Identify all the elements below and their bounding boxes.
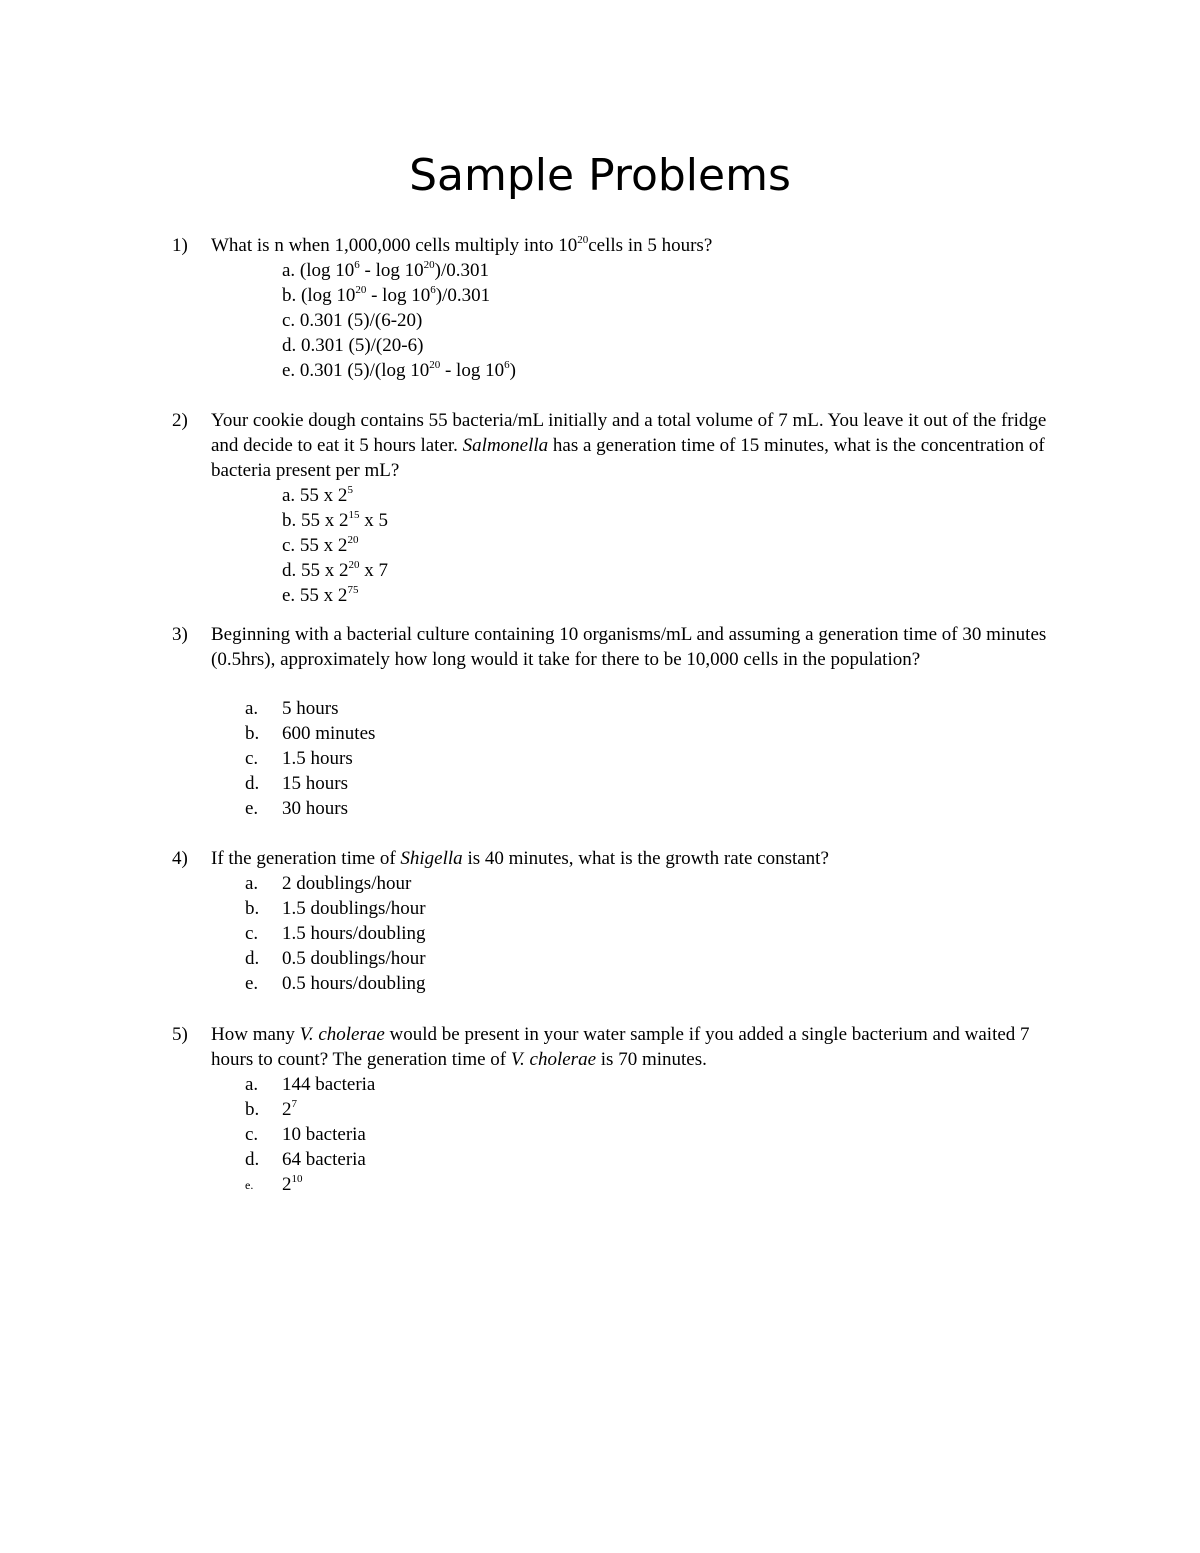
- option-e: e. 0.301 (5)/(log $10^{20}$ - $\log 10^6$): [282, 359, 516, 381]
- question-text: Your cookie dough contains 55 bacteria/mL initially and a total volume of 7 mL. You leave it out of the fridge and decide to eat it 5 hours later. Salmonella has a generation time of 15 minutes, what is the concentration of bacteria present per mL?: [211, 410, 1047, 481]
- organism-name: Salmonella: [462, 434, 549, 456]
- option-e: e. 55 x $2^{75}$: [282, 584, 359, 606]
- question-text: If the generation time of Shigella is 40 minutes, what is the growth rate constant?: [211, 848, 829, 869]
- option-b: b. 55 x $2^{15}$ x 5: [282, 509, 388, 531]
- organism-name: Shigella: [400, 848, 463, 869]
- option-d: d. 55 x $2^{20}$ x 7: [282, 559, 388, 581]
- question-text: How many V. cholerae would be present in your water sample if you added a single bacterium and waited 7 hours to count? The generation time of V. cholerae is 70 minutes.: [211, 1024, 1030, 1070]
- document-page: Sample Problems 1) What is n when 1,000,000 cells multiply into $10^{20}cells$ in 5 hours? a. (log $10^6$ - $\log 10^{20})/0.301$ b. (log $10^{20}$ - $\log 10^6)/0.301$ c. 0.301 (5)/(6-20) d. 0.301 (5)/(20-6) e. 0.301 (5)/(log $10^{20}$ - $\log 10^6$) 2) Your cookie dough contains 55 bacteria/mL initially and a total volume of 7 mL. You leave it out of the fridge and decide to eat it 5 hours later. Salmonella has a generation time of 15 minutes, what is the concentration of bacteria present per mL? a. 55 x $2^5$ b. 55 x $2^{15}$ x 5 c. 55 x $2^{20}$ d. 55 x $2^{20}$ x 7 e. 55 x $2^{75}$ 3) Beginning with a bacterial culture containing 10 organisms/mL and assuming a generation time of 30 minutes (0.5hrs), approximately how long would it take for there to be 10,000 cells in the population? a. 5 hours b. 600 minutes c. 1.5 hours d. 15 hours e. 30 hours 4) If the generation time of Shigella is 40 minutes, what is the growth rate constant? a. 2 doublings/hour b. 1.5 doublings/hour c. 1.5 hours/doubling d. 0.5 doublings/hour e. 0.5 hours/doubling 5) How many V. cholerae would be present in your water sample if you added a single bacterium and waited 7 hours to count? The generation time of V. cholerae is 70 minutes. a. 144 bacteria b. $2^7$ c. 10 bacteria d. 64 bacteria e. $2^{10}$: [0, 0, 1200, 1553]
- question-number: 2): [172, 410, 188, 431]
- option-c: c. 0.301 (5)/(6-20): [282, 310, 423, 331]
- organism-name: V. cholerae: [299, 1024, 385, 1045]
- question-number: 4): [172, 848, 188, 869]
- question-number: 5): [172, 1024, 188, 1045]
- option-b: b. (log $10^{20}$ - $\log 10^6)/0.301$: [282, 284, 491, 306]
- question-number: 1): [172, 235, 188, 256]
- organism-name: V. cholerae: [510, 1048, 597, 1070]
- question-text: What is n when 1,000,000 cells multiply into $10^{20}cells$ in 5 hours?: [211, 234, 713, 256]
- option-c: c. 55 x $2^{20}$: [282, 534, 359, 556]
- question-text: Beginning with a bacterial culture containing 10 organisms/mL and assuming a generation time of 30 minutes (0.5hrs), approximately how long would it take for there to be 10,000 cells in the population?: [211, 624, 1047, 670]
- option-d: d. 0.301 (5)/(20-6): [282, 335, 424, 356]
- question-number: 3): [172, 624, 188, 645]
- option-a: a. (log $10^6$ - $\log 10^{20})/0.301$: [282, 259, 490, 281]
- page-title: Sample Problems: [409, 150, 791, 201]
- option-a: a. 55 x $2^5$: [282, 484, 353, 506]
